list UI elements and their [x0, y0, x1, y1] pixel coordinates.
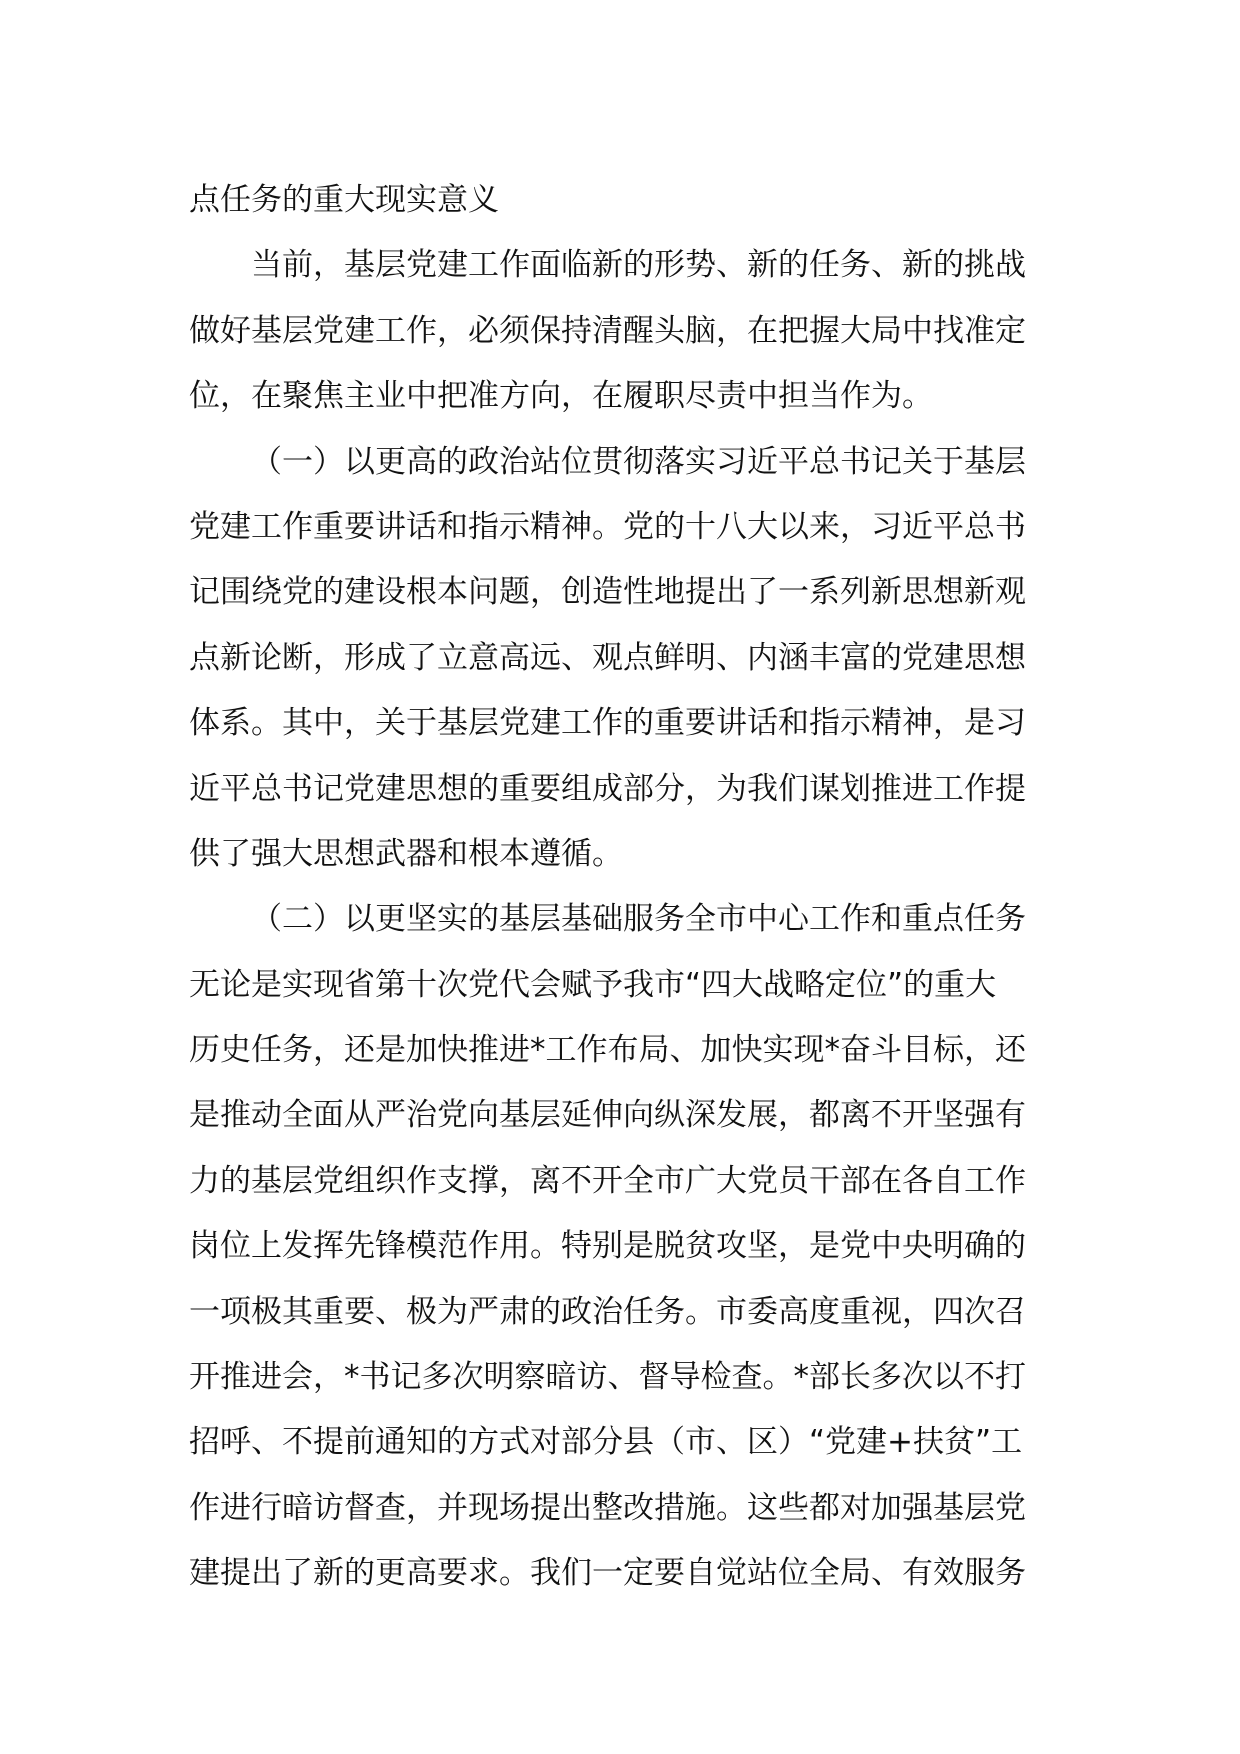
text-line: 体系。其中，关于基层党建工作的重要讲话和指示精神，是习 [189, 705, 1026, 742]
text-line: 当前，基层党建工作面临新的形势、新的任务、新的挑战 [251, 247, 1026, 284]
text-line: 岗位上发挥先锋模范作用。特别是脱贫攻坚，是党中央明确的 [189, 1228, 1026, 1265]
text-line: 记围绕党的建设根本问题，创造性地提出了一系列新思想新观 [189, 574, 1026, 611]
text-line: 近平总书记党建思想的重要组成部分，为我们谋划推进工作提 [189, 770, 1026, 807]
text-line: （二）以更坚实的基层基础服务全市中心工作和重点任务 [251, 901, 1026, 938]
text-line: 无论是实现省第十次党代会赋予我市“四大战略定位”的重大 [189, 966, 997, 1003]
text-line: 供了强大思想武器和根本遵循。 [189, 835, 623, 872]
text-line: （一）以更高的政治站位贯彻落实习近平总书记关于基层 [251, 443, 1026, 480]
text-line: 作进行暗访督查，并现场提出整改措施。这些都对加强基层党 [189, 1489, 1026, 1526]
document-body [189, 168, 1061, 1607]
text-line: 点任务的重大现实意义 [189, 182, 499, 218]
text-line: 开推进会，*书记多次明察暗访、督导检查。*部长多次以不打 [189, 1359, 1026, 1396]
text-line: 位，在聚焦主业中把准方向，在履职尽责中担当作为。 [189, 378, 933, 415]
text-line: 党建工作重要讲话和指示精神。党的十八大以来，习近平总书 [189, 508, 1026, 545]
text-line: 一项极其重要、极为严肃的政治任务。市委高度重视，四次召 [189, 1293, 1026, 1330]
text-line: 力的基层党组织作支撑，离不开全市广大党员干部在各自工作 [189, 1162, 1026, 1199]
text-line: 点新论断，形成了立意高远、观点鲜明、内涵丰富的党建思想 [189, 639, 1026, 676]
text-line: 是推动全面从严治党向基层延伸向纵深发展，都离不开坚强有 [189, 1097, 1026, 1134]
text-line: 建提出了新的更高要求。我们一定要自觉站位全局、有效服务 [189, 1555, 1026, 1592]
text-line: 历史任务，还是加快推进*工作布局、加快实现*奋斗目标，还 [189, 1032, 1026, 1069]
text-line: 做好基层党建工作，必须保持清醒头脑，在把握大局中找准定 [189, 312, 1026, 349]
text-line: 招呼、不提前通知的方式对部分县（市、区）“党建+扶贫”工 [189, 1424, 1023, 1461]
